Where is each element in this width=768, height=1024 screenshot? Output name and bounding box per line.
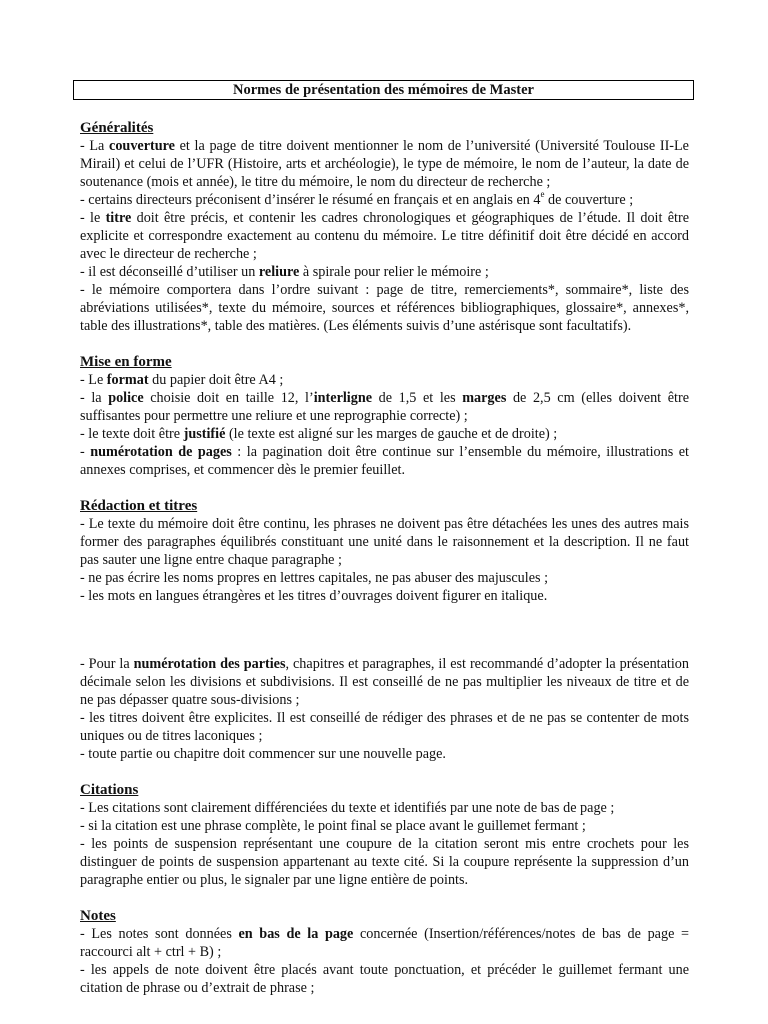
text-run: de couverture ; bbox=[544, 192, 634, 208]
paragraph bbox=[80, 655, 689, 709]
text-run: - bbox=[80, 444, 91, 460]
paragraph bbox=[80, 371, 689, 389]
text-run: - les points de suspension représentant une coupure de la citation seront mis entre crochets pour les distinguer de points de suspension appartenant au texte cité. Si la coupure représente la suppression d’un paragraphe entier ou plus, le signaler par une ligne entière de points. bbox=[80, 836, 689, 888]
paragraph bbox=[80, 191, 689, 209]
text-run: - le texte doit être bbox=[80, 426, 184, 442]
paragraph bbox=[80, 835, 689, 889]
paragraph bbox=[80, 425, 689, 443]
section-heading: Notes bbox=[80, 908, 116, 924]
paragraph-spacer bbox=[80, 621, 689, 639]
text-run: - les titres doivent être explicites. Il est conseillé de rédiger des phrases et de ne pas se contenter de mots uniques ou de titres laconiques ; bbox=[80, 710, 689, 744]
bold-term: format bbox=[106, 372, 149, 388]
text-run: - le mémoire comportera dans l’ordre suivant : page de titre, remerciements*, sommaire*, liste des abréviations utilisées*, texte du mémoire, sources et références bibliographiques, glossaire*, annexes*, table des illustrations*, table des matières. (Les éléments suivis d’une astérisque sont facultatifs). bbox=[80, 282, 689, 334]
paragraph bbox=[80, 209, 689, 263]
text-run: - toute partie ou chapitre doit commencer sur une nouvelle page. bbox=[80, 746, 446, 762]
text-run: - si la citation est une phrase complète, le point final se place avant le guillemet fermant ; bbox=[80, 818, 586, 834]
bold-term: reliure bbox=[258, 264, 300, 280]
bold-term: en bas de la page bbox=[238, 926, 354, 942]
text-run: (le texte est aligné sur les marges de gauche et de droite) ; bbox=[225, 426, 558, 442]
text-run: - les mots en langues étrangères et les titres d’ouvrages doivent figurer en italique. bbox=[80, 588, 548, 604]
paragraph bbox=[80, 281, 689, 335]
text-run: et la page de titre doivent mentionner le nom de l’université (Université Toulouse II-Le Mirail) et celui de l’UFR (Histoire, arts et archéologie), le type de mémoire, le nom de l’auteur, la date de soutenance (mois et année), le titre du mémoire, le nom du directeur de recherche ; bbox=[80, 138, 689, 190]
bold-term: numérotation de pages bbox=[90, 444, 232, 460]
text-run: choisie doit en taille 12, l’ bbox=[143, 390, 314, 406]
paragraph bbox=[80, 443, 689, 479]
paragraph bbox=[80, 587, 689, 605]
document-title: Normes de présentation des mémoires de Master bbox=[73, 80, 694, 100]
text-run: - il est déconseillé d’utiliser un bbox=[80, 264, 259, 280]
section-spacer bbox=[80, 479, 689, 497]
paragraph bbox=[80, 961, 689, 997]
section-heading: Rédaction et titres bbox=[80, 498, 198, 514]
paragraph bbox=[80, 925, 689, 961]
paragraph bbox=[80, 389, 689, 425]
text-run: - les appels de note doivent être placés avant toute ponctuation, et précéder le guillemet fermant une citation de phrase ou d’extrait de phrase ; bbox=[80, 962, 689, 996]
text-run: de 1,5 et les bbox=[372, 390, 463, 406]
paragraph bbox=[80, 709, 689, 745]
paragraph bbox=[80, 569, 689, 587]
text-run: : la pagination doit être continue sur l’ensemble du mémoire, illustrations et annexes comprises, et commencer dès le premier feuillet. bbox=[80, 444, 689, 478]
bold-term: interligne bbox=[313, 390, 373, 406]
text-run: - La bbox=[80, 138, 110, 154]
text-run: - le bbox=[80, 210, 106, 226]
text-run: - certains directeurs préconisent d’insérer le résumé en français et en anglais en 4 bbox=[80, 192, 541, 208]
paragraph bbox=[80, 137, 689, 191]
text-run: - Le bbox=[80, 372, 107, 388]
text-run: concernée (Insertion/références/notes de bas de page = raccourci alt + ctrl + B) ; bbox=[80, 926, 690, 960]
section-spacer bbox=[80, 889, 689, 907]
bold-term: justifié bbox=[183, 426, 226, 442]
text-run: , chapitres et paragraphes, il est recommandé d’adopter la présentation décimale selon les divisions et subdivisions. Il est conseillé de ne pas multiplier les niveaux de titre et de ne pas dépasser quatre sous-divisions ; bbox=[80, 656, 689, 708]
paragraph bbox=[80, 515, 689, 569]
paragraph bbox=[80, 745, 689, 763]
bold-term: titre bbox=[105, 210, 132, 226]
section-heading: Généralités bbox=[80, 120, 154, 136]
text-run: - Les notes sont données bbox=[80, 926, 239, 942]
paragraph bbox=[80, 799, 689, 817]
paragraph bbox=[80, 263, 689, 281]
section-spacer bbox=[80, 335, 689, 353]
text-run: - la bbox=[80, 390, 109, 406]
paragraph bbox=[80, 817, 689, 835]
text-run: - Le texte du mémoire doit être continu, les phrases ne doivent pas être détachées les unes des autres mais former des paragraphes équilibrés constituant une unité dans le raisonnement et la description. Il ne faut pas sauter une ligne entre chaque paragraphe ; bbox=[80, 516, 689, 568]
text-run: doit être précis, et contenir les cadres chronologiques et géographiques de l’étude. Il doit être explicite et correspondre exactement au contenu du mémoire. Le titre définitif doit être décidé en accord avec le directeur de recherche ; bbox=[80, 210, 689, 262]
bold-term: marges bbox=[462, 390, 507, 406]
text-run: de 2,5 cm (elles doivent être suffisantes pour permettre une reliure et une reprographie correcte) ; bbox=[80, 390, 689, 424]
section-spacer bbox=[80, 763, 689, 781]
bold-term: numérotation des parties bbox=[133, 656, 286, 672]
text-run: - Les citations sont clairement différenciées du texte et identifiés par une note de bas de page ; bbox=[80, 800, 615, 816]
section-heading: Mise en forme bbox=[80, 354, 172, 370]
superscript: e bbox=[540, 189, 545, 199]
bold-term: couverture bbox=[109, 138, 175, 154]
text-run: - Pour la bbox=[80, 656, 134, 672]
text-run: - ne pas écrire les noms propres en lettres capitales, ne pas abuser des majuscules ; bbox=[80, 570, 549, 586]
text-run: à spirale pour relier le mémoire ; bbox=[299, 264, 489, 280]
text-run: du papier doit être A4 ; bbox=[148, 372, 284, 388]
bold-term: police bbox=[108, 390, 144, 406]
section-heading: Citations bbox=[80, 782, 139, 798]
document-body bbox=[80, 119, 689, 997]
